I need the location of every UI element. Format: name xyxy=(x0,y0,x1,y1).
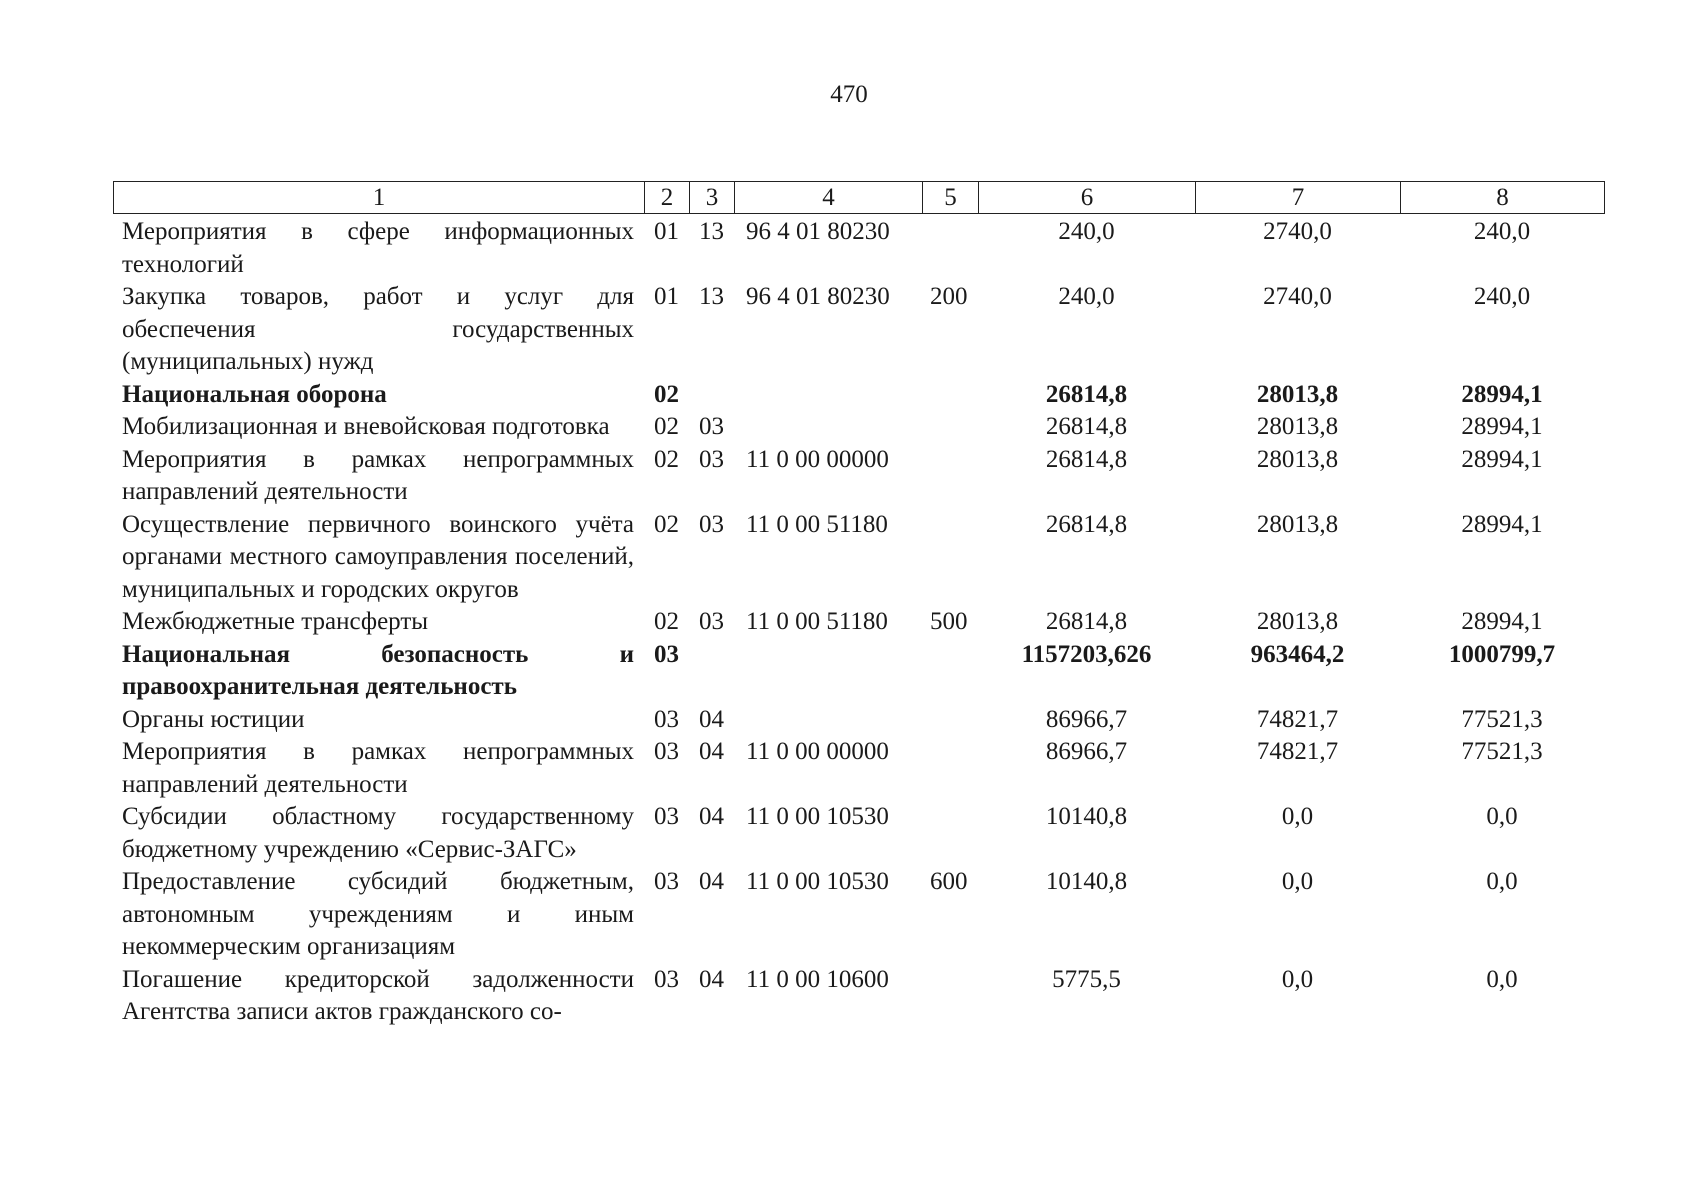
amount-col-7: 28013,8 xyxy=(1256,445,1339,473)
amount-col-6: 26814,8 xyxy=(1045,380,1128,408)
table-row xyxy=(113,639,1604,704)
amount-col-6: 86966,7 xyxy=(1045,705,1128,733)
amount-col-8: 240,0 xyxy=(1473,283,1531,310)
section-code: 02 xyxy=(654,445,679,473)
row-name: Национальная безопасность и правоохранительная деятельность xyxy=(122,640,634,700)
amount-col-6: 5775,5 xyxy=(1052,965,1121,993)
amount-col-7: 0,0 xyxy=(1281,803,1314,830)
table-row xyxy=(113,606,1604,639)
section-code: 02 xyxy=(654,510,679,538)
target-article xyxy=(734,411,922,444)
target-article xyxy=(734,379,922,412)
amount-col-8: 0,0 xyxy=(1486,965,1518,993)
section-code: 01 xyxy=(654,218,679,245)
amount-col-7: 28013,8 xyxy=(1256,510,1339,538)
row-name: Мероприятия в сфере информационных технологий xyxy=(122,218,634,278)
row-name: Закупка товаров, работ и услуг для обеспечения государственных (муниципальных) нужд xyxy=(122,283,634,375)
header-col-2: 2 xyxy=(645,182,690,214)
amount-col-8: 28994,1 xyxy=(1461,510,1543,538)
expense-type xyxy=(922,379,978,412)
row-name: Осуществление первичного воинского учёта органами местного самоуправления поселений, муниципальных и городских округов xyxy=(122,510,634,603)
target-article: 11 0 00 00000 xyxy=(746,445,889,473)
row-name: Погашение кредиторской задолженности Агентства записи актов гражданского со- xyxy=(122,965,634,1025)
expense-type: 200 xyxy=(930,283,968,310)
amount-col-6: 240,0 xyxy=(1058,218,1115,245)
subsection-code: 04 xyxy=(699,965,724,993)
table-row xyxy=(113,801,1604,866)
table-row xyxy=(113,736,1604,801)
amount-col-8: 77521,3 xyxy=(1461,738,1543,765)
header-col-7: 7 xyxy=(1196,182,1401,214)
subsection-code: 04 xyxy=(699,868,724,895)
table-row xyxy=(113,704,1604,737)
target-article: 11 0 00 10600 xyxy=(746,965,889,993)
header-col-3: 3 xyxy=(690,182,735,214)
section-code: 02 xyxy=(654,608,679,635)
section-code: 01 xyxy=(654,283,679,310)
table-row xyxy=(113,509,1604,607)
row-name: Национальная оборона xyxy=(122,380,387,408)
target-article: 11 0 00 00000 xyxy=(746,738,889,765)
amount-col-7: 28013,8 xyxy=(1256,413,1339,440)
amount-col-7: 74821,7 xyxy=(1256,705,1339,733)
amount-col-8: 0,0 xyxy=(1486,868,1518,895)
header-col-6: 6 xyxy=(979,182,1196,214)
target-article: 11 0 00 51180 xyxy=(746,608,888,635)
header-col-5: 5 xyxy=(923,182,979,214)
subsection-code: 04 xyxy=(699,803,724,830)
table-row xyxy=(113,444,1604,509)
amount-col-8: 28994,1 xyxy=(1461,413,1543,440)
table-row xyxy=(113,216,1604,281)
target-article: 11 0 00 51180 xyxy=(746,510,888,538)
row-name: Субсидии областному государственному бюджетному учреждению «Сервис-ЗАГС» xyxy=(122,803,634,863)
expense-type xyxy=(922,444,978,509)
row-name: Органы юстиции xyxy=(122,705,305,733)
amount-col-6: 26814,8 xyxy=(1045,608,1128,635)
subsection-code xyxy=(689,639,734,704)
amount-col-7: 28013,8 xyxy=(1256,608,1339,635)
amount-col-7: 74821,7 xyxy=(1256,738,1339,765)
amount-col-8: 77521,3 xyxy=(1461,705,1543,733)
row-name: Мероприятия в рамках непрограммных направлений деятельности xyxy=(122,738,634,798)
table-row xyxy=(113,411,1604,444)
target-article: 96 4 01 80230 xyxy=(746,283,890,310)
expense-type xyxy=(922,736,978,801)
amount-col-8: 28994,1 xyxy=(1461,608,1543,635)
expense-type xyxy=(922,216,978,281)
expense-type xyxy=(922,964,978,1029)
expense-type xyxy=(922,801,978,866)
subsection-code xyxy=(689,379,734,412)
section-code: 03 xyxy=(654,705,679,733)
amount-col-6: 10140,8 xyxy=(1045,803,1128,830)
table-row xyxy=(113,379,1604,412)
expense-type xyxy=(922,411,978,444)
table-row xyxy=(113,964,1604,1029)
amount-col-7: 2740,0 xyxy=(1263,218,1332,245)
subsection-code: 13 xyxy=(699,283,724,310)
target-article: 11 0 00 10530 xyxy=(746,868,889,895)
target-article: 11 0 00 10530 xyxy=(746,803,889,830)
amount-col-7: 963464,2 xyxy=(1250,640,1345,668)
expense-type: 500 xyxy=(930,608,968,635)
section-code: 02 xyxy=(654,380,679,408)
subsection-code: 13 xyxy=(699,218,724,245)
amount-col-8: 0,0 xyxy=(1486,803,1518,830)
expense-type: 600 xyxy=(930,868,968,895)
subsection-code: 04 xyxy=(699,738,724,765)
table-row xyxy=(113,281,1604,379)
amount-col-7: 2740,0 xyxy=(1263,283,1332,310)
expense-type xyxy=(922,639,978,704)
amount-col-8: 1000799,7 xyxy=(1448,640,1556,668)
table-header xyxy=(113,181,1605,214)
header-col-1: 1 xyxy=(114,182,645,214)
subsection-code: 03 xyxy=(699,510,724,538)
section-code: 03 xyxy=(654,868,679,895)
row-name: Мероприятия в рамках непрограммных направлений деятельности xyxy=(122,445,634,505)
target-article xyxy=(734,704,922,737)
amount-col-7: 0,0 xyxy=(1281,965,1314,993)
amount-col-6: 240,0 xyxy=(1058,283,1115,310)
header-col-8: 8 xyxy=(1401,182,1605,214)
amount-col-8: 28994,1 xyxy=(1461,445,1543,473)
section-code: 02 xyxy=(654,413,679,440)
target-article xyxy=(734,639,922,704)
amount-col-8: 28994,1 xyxy=(1461,380,1543,408)
subsection-code: 03 xyxy=(699,413,724,440)
amount-col-7: 28013,8 xyxy=(1256,380,1339,408)
amount-col-6: 10140,8 xyxy=(1045,868,1128,895)
section-code: 03 xyxy=(654,965,679,993)
amount-col-7: 0,0 xyxy=(1281,868,1314,895)
target-article: 96 4 01 80230 xyxy=(746,218,890,245)
amount-col-6: 86966,7 xyxy=(1045,738,1128,765)
section-code: 03 xyxy=(654,738,679,765)
subsection-code: 03 xyxy=(699,608,724,635)
amount-col-6: 26814,8 xyxy=(1045,413,1128,440)
row-name: Предоставление субсидий бюджетным, автономным учреждениям и иным некоммерческим организациям xyxy=(122,868,634,960)
amount-col-6: 26814,8 xyxy=(1045,510,1128,538)
amount-col-6: 26814,8 xyxy=(1045,445,1128,473)
header-col-4: 4 xyxy=(735,182,923,214)
header-row xyxy=(114,182,1605,214)
expense-type xyxy=(922,704,978,737)
amount-col-6: 1157203,626 xyxy=(1021,640,1152,668)
page-number: 470 xyxy=(830,81,868,108)
section-code: 03 xyxy=(654,803,679,830)
amount-col-8: 240,0 xyxy=(1473,218,1531,245)
row-name: Мобилизационная и вневойсковая подготовка xyxy=(122,413,610,440)
subsection-code: 03 xyxy=(699,445,724,473)
subsection-code: 04 xyxy=(699,705,724,733)
table-row xyxy=(113,866,1604,964)
expense-type xyxy=(922,509,978,607)
section-code: 03 xyxy=(654,640,679,668)
budget-table xyxy=(113,216,1604,1029)
row-name: Межбюджетные трансферты xyxy=(122,608,429,635)
